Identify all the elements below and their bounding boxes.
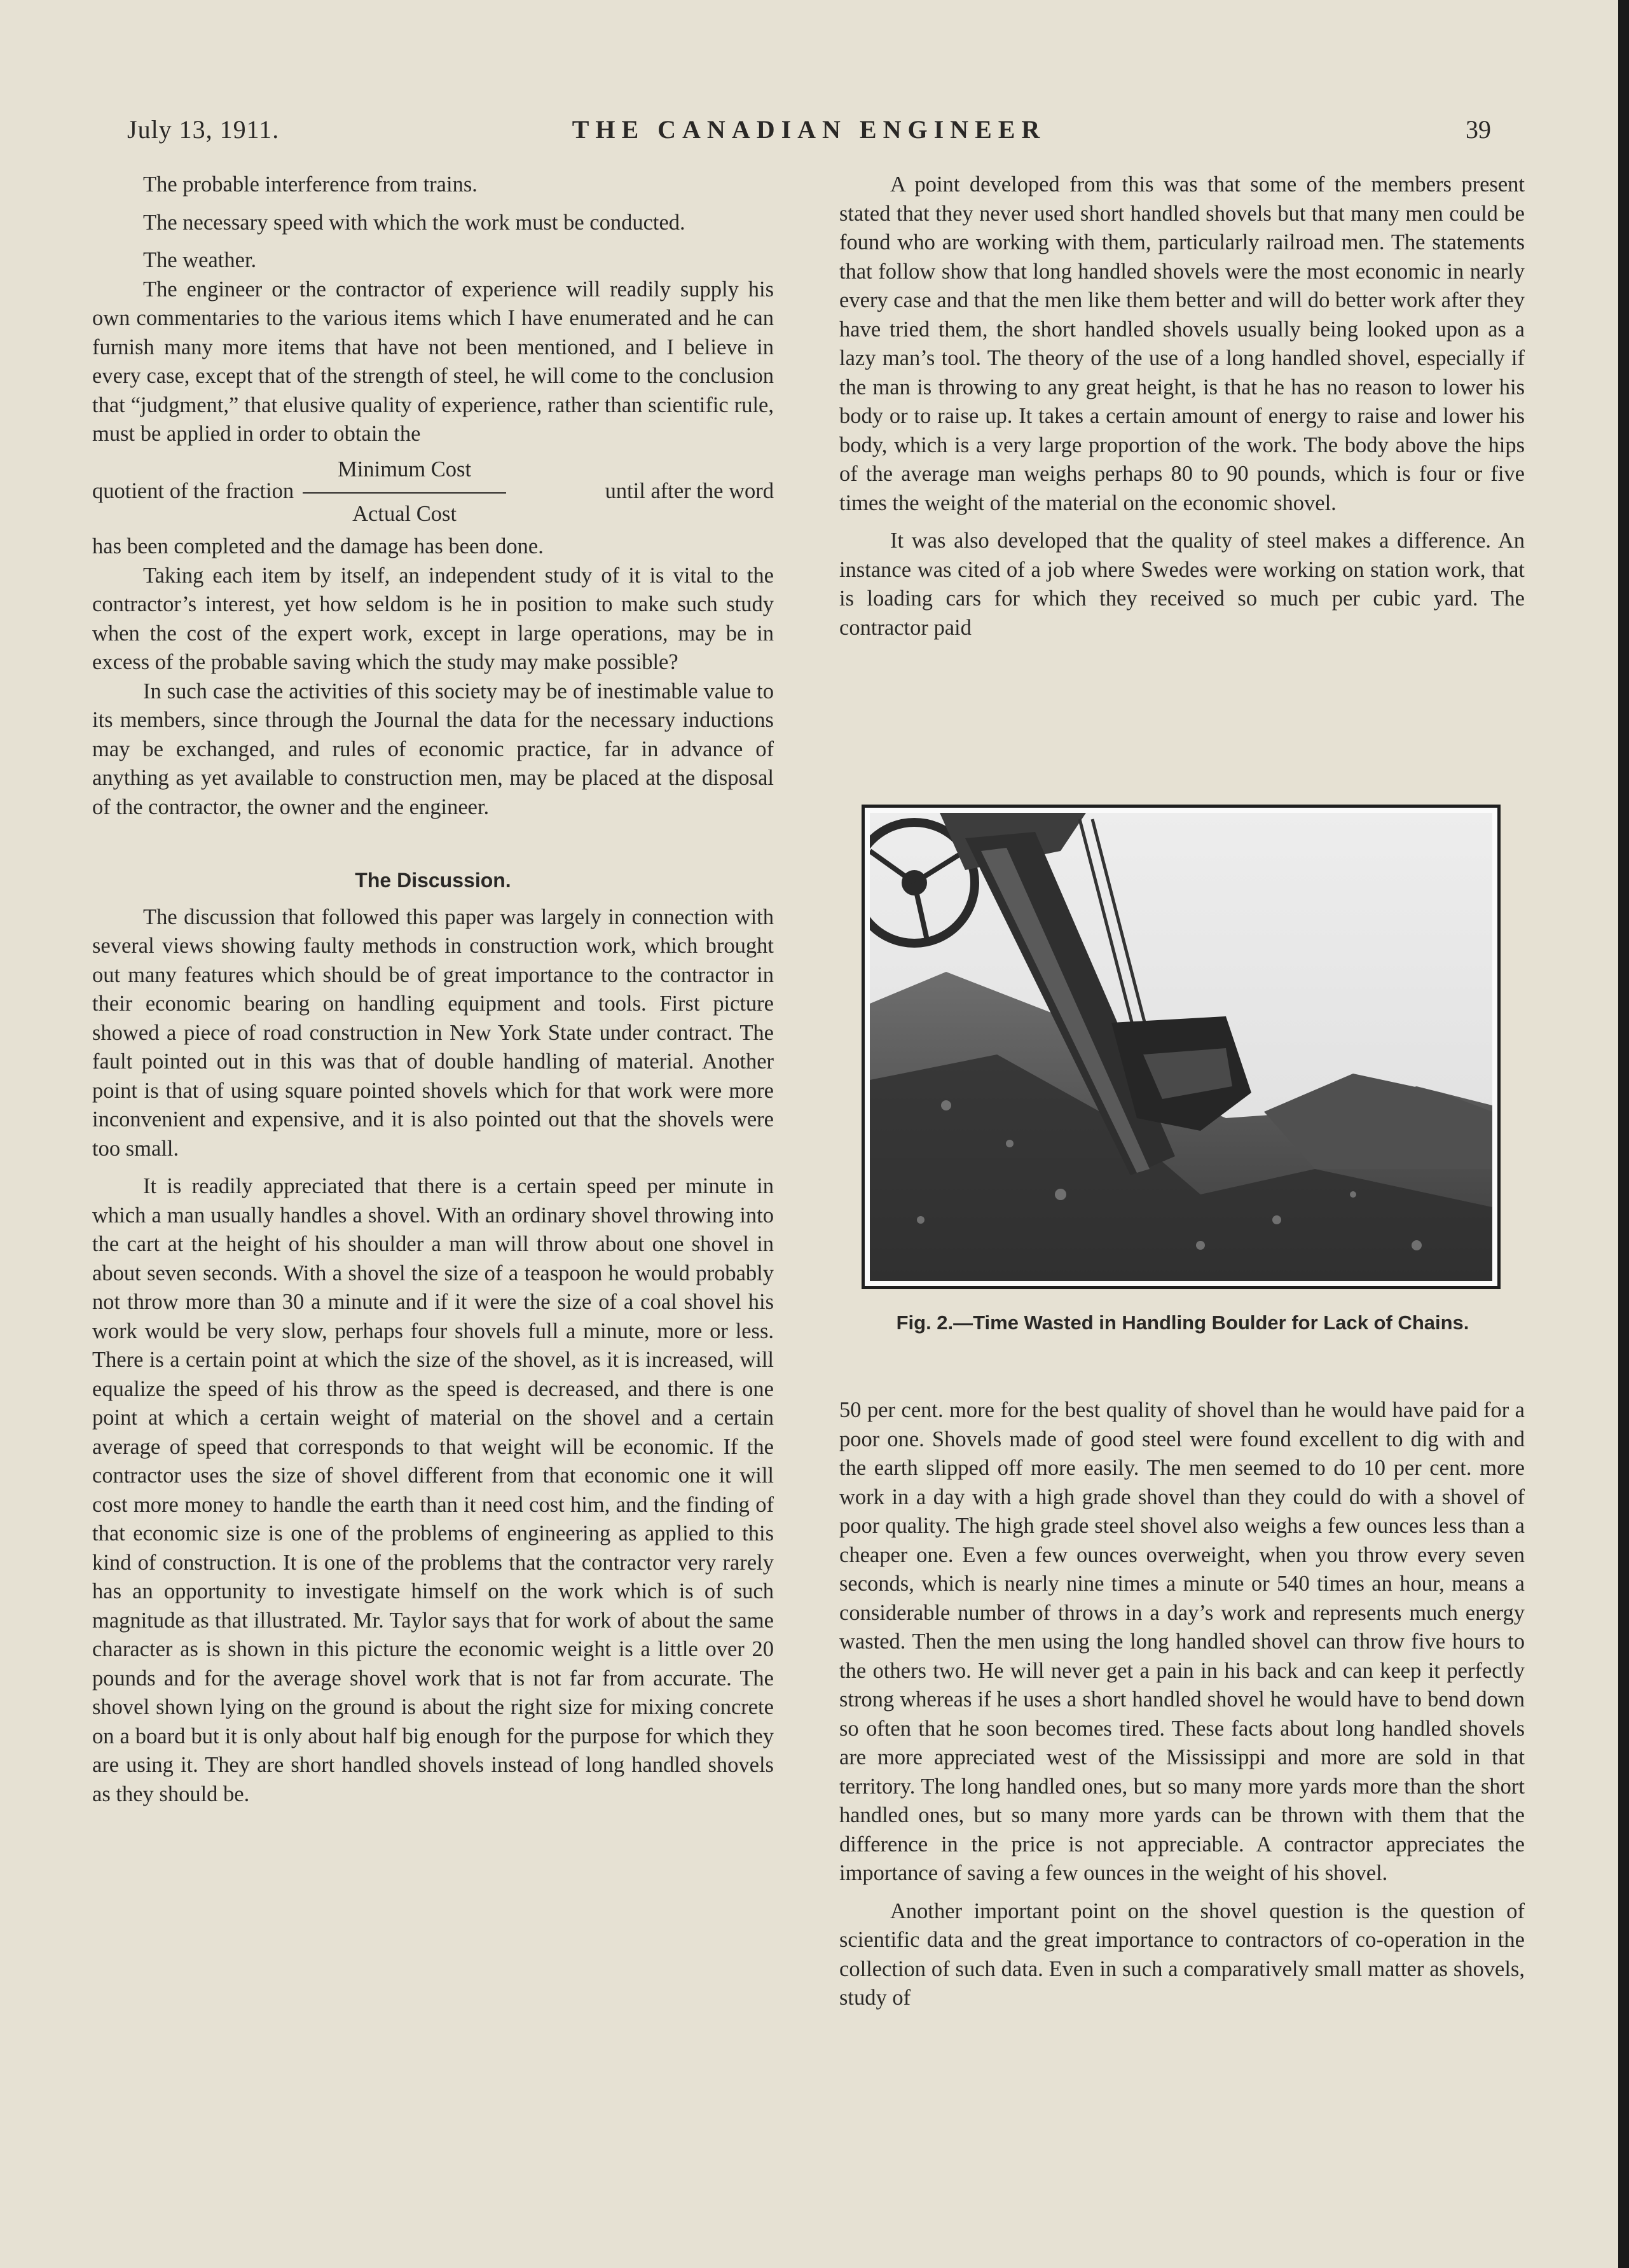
issue-date: July 13, 1911. [127,115,280,144]
paragraph: The necessary speed with which the work must be conducted. [143,210,685,235]
figure-photo [862,805,1501,1289]
paragraph: Another important point on the shovel question is the question of scientific data and the great importance to contractors of co-operation in the collection of such data. Even in such a comparatively small matter as shovels, study of [839,1898,1525,2010]
paragraph: Taking each item by itself, an independent study of it is vital to the contractor’s interest, yet how seldom is he in position to make such study when the cost of the expert work, except in large operations, may be in excess of the probable saving which the study may make possible? [92,563,774,674]
figure-caption: Fig. 2.—Time Wasted in Handling Boulder for Lack of Chains. [896,1311,1469,1334]
paragraph: The discussion that followed this paper was largely in connection with several views showing faulty methods in construction work, which brought out many features which should be of great importance to the contractor in their economic bearing on handling equipment and tools. First picture showed a piece of road construction in New York State under contract. The fault pointed out in this was that of double handling of material. Another point is that of using square pointed shovels which for that work were more inconvenient and expensive, and it is also pointed out that the shovels were too small. [92,904,774,1161]
paragraph: It was also developed that the quality of steel makes a difference. An instance was cited of a job where Swedes were working on station work, that is loading cars for which they received so much per cubic yard. The contractor paid [839,529,1525,640]
paragraph: A point developed from this was that some of the members present stated that they never used short handled shovels but that many men could be found who are working with them, particularly railroad men. The statements that follow show that long handled shovels were the most economic in nearly every case and that the men like them better and will do better work after they have tried them, the short handled shovels usually being looked upon as a lazy man’s tool. The theory of the use of a long handled shovel, especially if the man is throwing to any great height, is that he has no reason to lower his body or to raise up. It takes a certain amount of energy to raise and lower his body, which is a very large proportion of the work. The body above the hips of the average man weighs perhaps 80 to 90 pounds, which is four or five times the weight of the material on the economic shovel. [839,172,1525,515]
right-column-lower [839,1396,1525,2013]
paragraph: The probable interference from trains. [143,172,478,197]
journal-title: THE CANADIAN ENGINEER [572,115,1047,144]
fraction-lead: quotient of the fraction [92,478,294,503]
paragraph: The weather. [143,248,257,272]
paragraph: In such case the activities of this society may be of inestimable value to its members, since through the Journal the data for the necessary inductions may be exchanged, and rules of economic practice, far in advance of anything as yet available to construction men, may be placed at the disposal of the contractor, the owner and the engineer. [92,679,774,819]
fraction-bar [303,492,506,494]
right-column [839,170,1525,642]
section-heading: The Discussion. [355,869,511,892]
left-column [92,170,774,1809]
cost-fraction [92,457,774,526]
fraction-tail: until after the word [605,478,774,503]
paragraph: The engineer or the contractor of experience will readily supply his own commentaries to the various items which I have enumerated and he can furnish many more items that have not been mentioned, and I believe in every case, except that of the strength of steel, he will come to the conclusion that “judgment,” that elusive quality of experience, rather than scientific rule, must be applied in order to obtain the [92,277,774,446]
steam-shovel-photo [870,813,1492,1281]
fraction-denominator: Actual Cost [352,501,457,526]
fraction [303,457,506,526]
paragraph: has been completed and the damage has been done. [92,534,544,558]
paragraph: It is readily appreciated that there is a certain speed per minute in which a man usually handles a shovel. With an ordinary shovel throwing into the cart at the height of his shoulder a man will throw about one shovel in about seven seconds. With a shovel the size of a teaspoon he would probably not throw more than 30 a minute and if it were the size of a coal shovel his work would be very slow, perhaps four shovels full a minute, more or less. There is a certain point at which the size of the shovel, as it is increased, will equalize the speed of his throw as the speed is decreased, and there is one point at which a certain weight of material on the shovel and a certain average of speed that corresponds to that weight will be economic. If the contractor uses the size of shovel different from that economic one it will cost more money to handle the earth than it need cost him, and the finding of that economic size is one of the problems of engineering as applied to this kind of construction. It is one of the problems that the contractor very rarely has an opportunity to investigate himself on the work which is of such magnitude as that illustrated. Mr. Taylor says that for work of about the same character as is shown in this picture the economic weight is a little over 20 pounds and for the average shovel work that is not far from accurate. The shovel shown lying on the ground is about the right size for mixing concrete on a board but it is only about half big enough for the purpose for which they are using it. They are short handled shovels instead of long handled shovels as they should be. [92,1174,774,1806]
paragraph: 50 per cent. more for the best quality of shovel than he would have paid for a poor one. Shovels made of good steel were found excellent to dig with and the earth slipped off more easily. The men seemed to do 10 per cent. more work in a day with a high grade shovel than they could do with a shovel of poor quality. The high grade steel shovel also weighs a few ounces less than a cheaper one. Even a few ounces overweight, when you throw every seven seconds, which is nearly nine times a minute or 540 times an hour, means a considerable number of throws in a day’s work and represents much energy wasted. Then the men using the long handled shovel can throw five hours to the others two. He will never get a pain in his back and can keep it perfectly strong whereas if he uses a short handled shovel he would have to bend down so often that he soon becomes tired. These facts about long handled shovels are more appreciated west of the Mississippi and more are sold in that territory. The long handled ones, but so many more yards more than the short handled ones, but so many more yards can be thrown with them that the difference in the price is not appreciable. A contractor appreciates the importance of saving a few ounces in the weight of his shovel. [839,1398,1525,1885]
page-number: 39 [1466,115,1491,144]
fraction-numerator: Minimum Cost [338,457,472,481]
page-header [127,114,1491,153]
